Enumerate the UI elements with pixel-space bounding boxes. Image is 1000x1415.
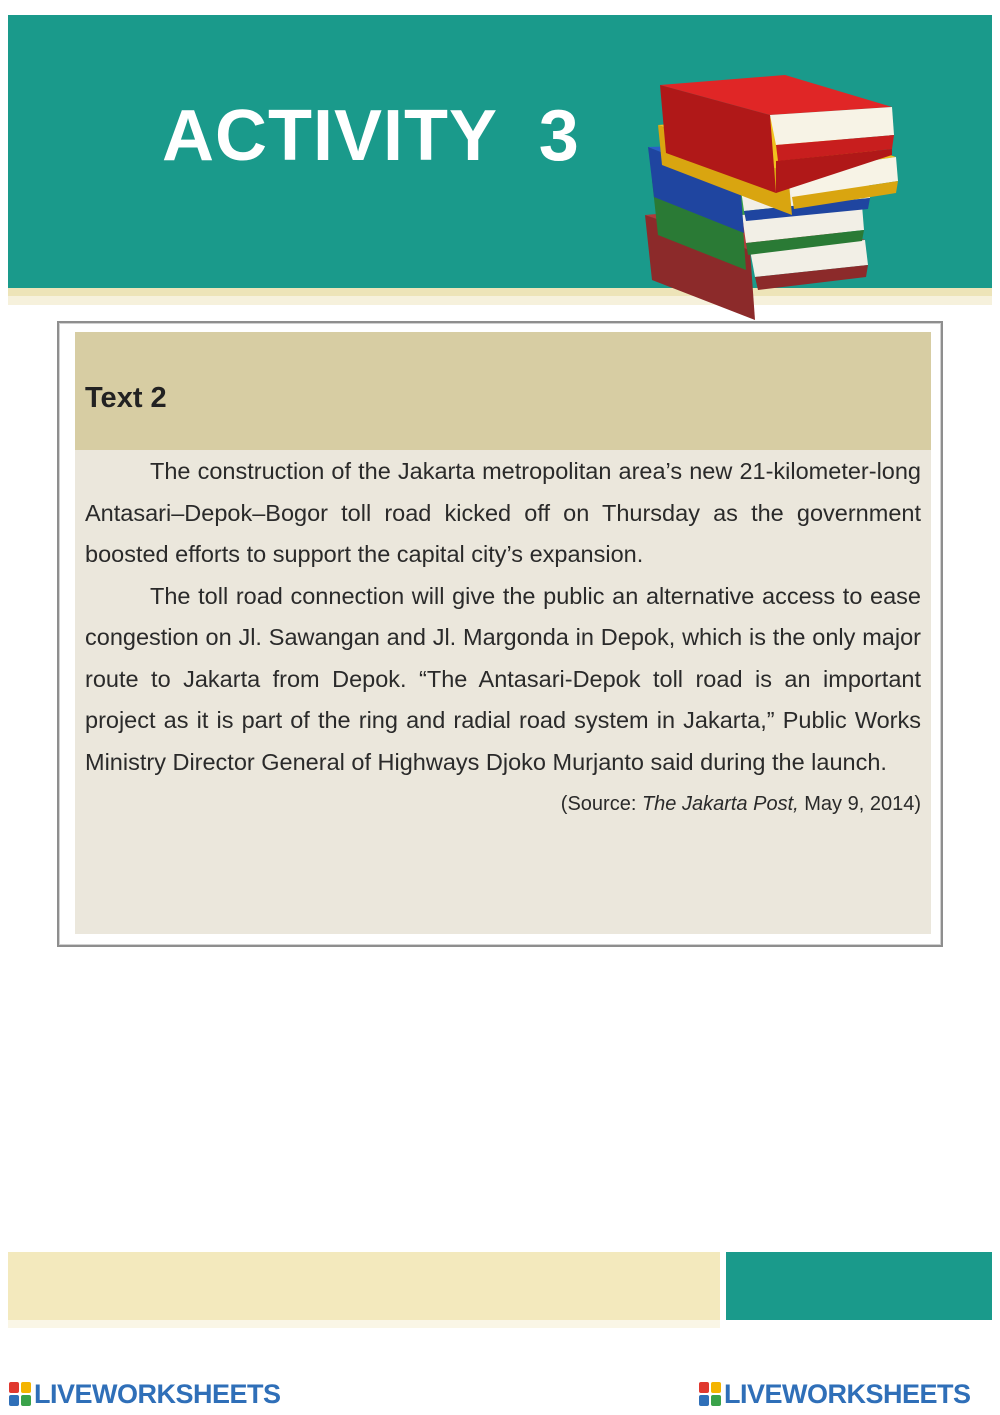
liveworksheets-logo-icon <box>698 1381 722 1407</box>
footer-stripe <box>8 1320 720 1328</box>
source-publication: The Jakarta Post, <box>641 793 799 815</box>
source-date: May 9, 2014) <box>798 793 921 815</box>
liveworksheets-logo-right[interactable] <box>698 1378 971 1410</box>
text-heading: Text 2 <box>85 382 167 414</box>
source-citation <box>85 784 921 824</box>
passage-paragraph-1: The construction of the Jakarta metropolitan area’s new 21-kilometer-long Antasari–Depok–Bogor toll road kicked off on Thursday as the government boosted efforts to support the capital city’s expansion. <box>85 458 921 567</box>
stack-of-books-icon <box>630 65 910 325</box>
logo-text: LIVEWORKSHEETS <box>34 1378 281 1409</box>
logo-text: LIVEWORKSHEETS <box>724 1378 971 1409</box>
reading-passage <box>75 450 931 934</box>
activity-title: ACTIVITY 3 <box>162 96 580 176</box>
footer-band-cream <box>8 1252 720 1320</box>
liveworksheets-logo-icon <box>8 1381 32 1407</box>
liveworksheets-logo-left[interactable] <box>8 1378 281 1410</box>
source-prefix: (Source: <box>560 793 642 815</box>
card-heading-bar <box>75 332 931 450</box>
footer-band-teal <box>726 1252 992 1320</box>
reading-text-card <box>57 321 943 947</box>
passage-paragraph-2: The toll road connection will give the public an alternative access to ease congestion on Jl. Sawangan and Jl. Margonda in Depok, which is the only major route to Jakarta from Depok. “The Antasari-Depok toll road is an important project as it is part of the ring and radial road system in Jakarta,” Public Works Ministry Director General of Highways Djoko Murjanto said during the launch. <box>85 582 921 775</box>
